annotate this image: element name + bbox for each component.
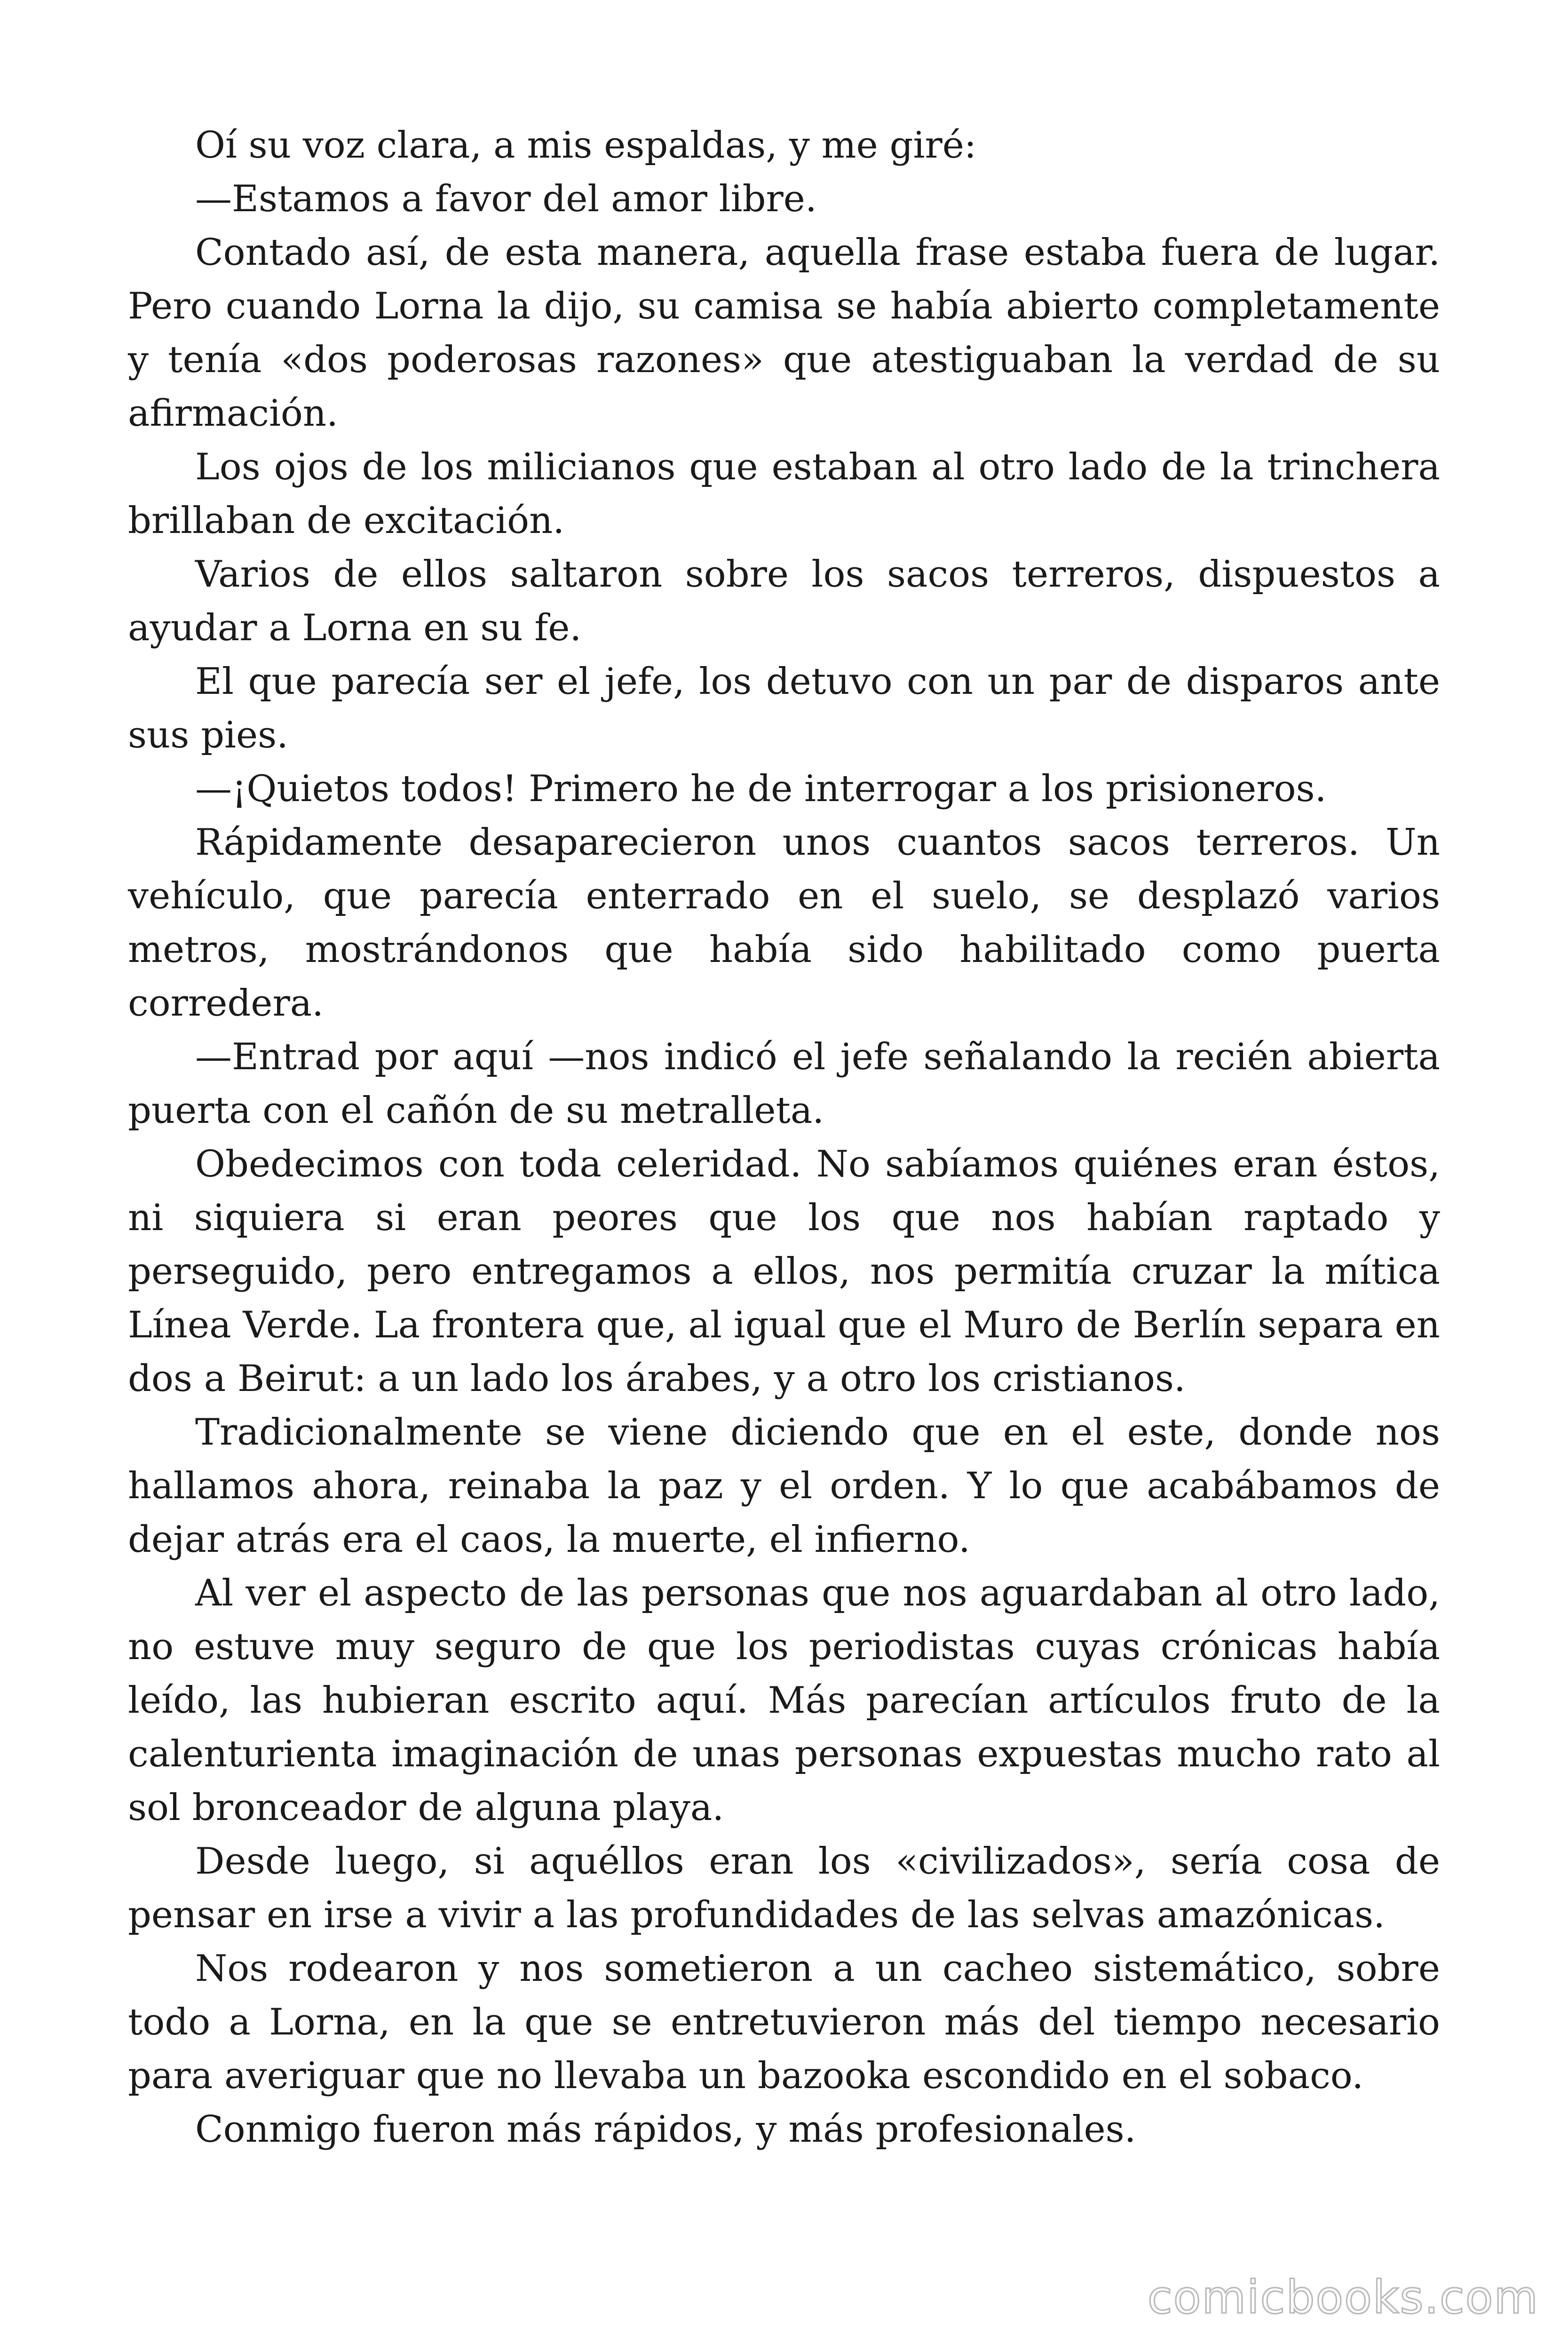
paragraph: —¡Quietos todos! Primero he de interrogar a los prisioneros. <box>195 768 1327 810</box>
body-text <box>128 119 1440 2156</box>
paragraph: Rápidamente desaparecieron unos cuantos sacos terreros. Un vehículo, que parecía enterrado en el suelo, se desplazó varios metros, mostrándonos que había sido habilitado como puerta corredera. <box>128 821 1440 1025</box>
watermark: comicbooks.com <box>1147 2271 1539 2324</box>
paragraph: Conmigo fueron más rápidos, y más profesionales. <box>195 2108 1136 2151</box>
paragraph: —Entrad por aquí —nos indicó el jefe señalando la recién abierta puerta con el cañón de su metralleta. <box>128 1036 1440 1132</box>
paragraph: Nos rodearon y nos sometieron a un cacheo sistemático, sobre todo a Lorna, en la que se entretuvieron más del tiempo necesario para averiguar que no llevaba un bazooka escondido en el sobaco. <box>128 1947 1440 2097</box>
paragraph: Desde luego, si aquéllos eran los «civilizados», sería cosa de pensar en irse a vivir a las profundidades de las selvas amazónicas. <box>128 1840 1440 1936</box>
paragraph: Obedecimos con toda celeridad. No sabíamos quiénes eran éstos, ni siquiera si eran peores que los que nos habían raptado y perseguido, pero entregamos a ellos, nos permitía cruzar la mítica Línea Verde. La frontera que, al igual que el Muro de Berlín separa en dos a Beirut: a un lado los árabes, y a otro los cristianos. <box>128 1143 1440 1400</box>
paragraph: —Estamos a favor del amor libre. <box>195 178 817 220</box>
paragraph: Oí su voz clara, a mis espaldas, y me giré: <box>195 124 977 167</box>
paragraph: Tradicionalmente se viene diciendo que en el este, donde nos hallamos ahora, reinaba la paz y el orden. Y lo que acabábamos de dejar atrás era el caos, la muerte, el infierno. <box>128 1411 1440 1561</box>
paragraph: Al ver el aspecto de las personas que nos aguardaban al otro lado, no estuve muy seguro de que los periodistas cuyas crónicas había leído, las hubieran escrito aquí. Más parecían artículos fruto de la calenturienta imaginación de unas personas expuestas mucho rato al sol bronceador de alguna playa. <box>128 1572 1440 1829</box>
paragraph: Varios de ellos saltaron sobre los sacos terreros, dispuestos a ayudar a Lorna en su fe. <box>128 553 1440 649</box>
paragraph: Contado así, de esta manera, aquella frase estaba fuera de lugar. Pero cuando Lorna la dijo, su camisa se había abierto completamente y tenía «dos poderosas razones» que atestiguaban la verdad de su afirmación. <box>128 231 1440 435</box>
paragraph: Los ojos de los milicianos que estaban al otro lado de la trinchera brillaban de excitación. <box>128 446 1440 542</box>
paragraph: El que parecía ser el jefe, los detuvo con un par de disparos ante sus pies. <box>128 660 1440 756</box>
